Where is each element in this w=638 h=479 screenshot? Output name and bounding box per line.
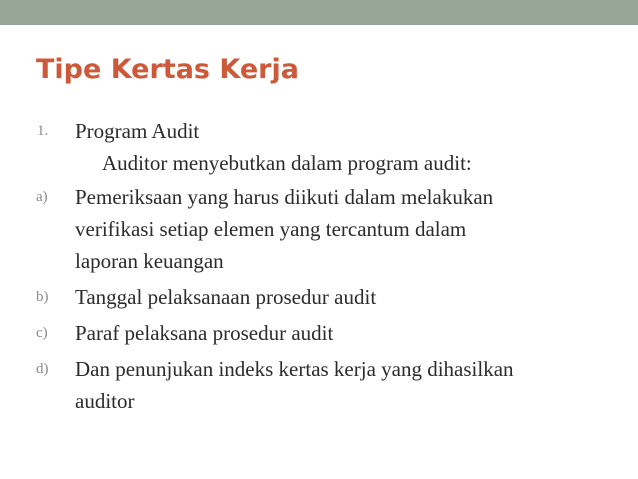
numbered-item bbox=[36, 115, 616, 147]
list-item-b bbox=[36, 281, 616, 313]
item-marker: a) bbox=[36, 189, 48, 205]
item-line: verifikasi setiap elemen yang tercantum dalam bbox=[75, 217, 467, 241]
slide-title: Tipe Kertas Kerja bbox=[36, 54, 299, 85]
item-line: Tanggal pelaksanaan prosedur audit bbox=[75, 285, 377, 309]
list-item-c bbox=[36, 317, 616, 349]
item-text: Program Audit bbox=[75, 119, 200, 143]
item-line: Dan penunjukan indeks kertas kerja yang dihasilkan bbox=[75, 357, 514, 381]
list-item-a bbox=[36, 181, 616, 277]
item-line: Paraf pelaksana prosedur audit bbox=[75, 321, 334, 345]
item-line: auditor bbox=[75, 389, 135, 413]
sub-heading: Auditor menyebutkan dalam program audit: bbox=[102, 151, 472, 175]
top-accent-bar bbox=[0, 0, 638, 25]
slide-content bbox=[36, 115, 616, 417]
item-line: laporan keuangan bbox=[75, 249, 224, 273]
item-line: Pemeriksaan yang harus diikuti dalam melakukan bbox=[75, 185, 494, 209]
item-number: 1. bbox=[37, 123, 49, 139]
list-item-d bbox=[36, 353, 616, 417]
item-marker: d) bbox=[36, 361, 49, 377]
item-marker: b) bbox=[36, 289, 49, 305]
item-marker: c) bbox=[36, 325, 48, 341]
